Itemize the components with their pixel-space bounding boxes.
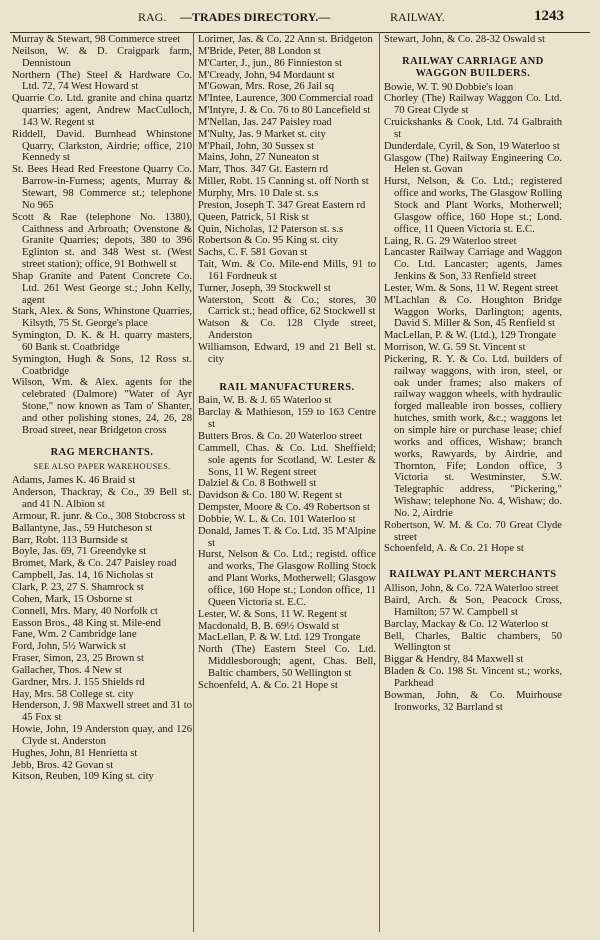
directory-entry: Lancaster Railway Carriage and Waggon Co. Ltd. Lancaster; agents, James Jenkins & Son, 33 Renfield street [384, 247, 562, 283]
directory-entry: Pickering, R. Y. & Co. Ltd. builders of railway waggons, with iron, steel, or oak under frames; also makers of railway waggon wheels, with hydraulic forged malleable iron bosses, colliery hutches, smith work, &c.; waggons let on simple hire or purchase lease; chief works and offices, Wishaw; branch works, Rawyards, by Airdrie, and Thornton, Fife; London office, 3 Victoria st. Westminster, S.W. Telegraphic address, "Pickering," Wishaw; telephone No. 4, Wishaw; do. No. 2, Airdrie [384, 353, 562, 519]
directory-entry: Turner, Joseph, 39 Stockwell st [198, 282, 331, 294]
directory-entry: Biggar & Hendry, 84 Maxwell st [384, 654, 524, 666]
column-divider [193, 32, 194, 932]
directory-entry: Clark, P. 23, 27 S. Shamrock st [12, 581, 144, 593]
directory-entry: Campbell, Jas. 14, 16 Nicholas st [12, 570, 154, 582]
directory-entry: M'Carter, J., jun., 86 Finnieston st [198, 57, 342, 69]
directory-entry: Murray & Stewart, 98 Commerce street [12, 34, 181, 45]
directory-entry: Bromet, Mark, & Co. 247 Paisley road [12, 558, 177, 570]
directory-entry: M'Bride, Peter, 88 London st [198, 45, 321, 57]
directory-entry: Morrison, W. G. 59 St. Vincent st [384, 342, 526, 354]
directory-entry: Baird, Arch. & Son, Peacock Cross, Hamilton; 57 W. Campbell st [384, 594, 562, 618]
column-3 [384, 34, 562, 713]
directory-entry: Ballantyne, Jas., 59 Hutcheson st [12, 522, 153, 534]
directory-entry: Bowman, John, & Co. Muirhouse Ironworks, 32 Barrland st [384, 689, 562, 713]
directory-entry: Barclay & Mathieson, 159 to 163 Centre st [198, 407, 376, 431]
directory-entry: Lorimer, Jas. & Co. 22 Ann st. Bridgeton [198, 34, 373, 45]
directory-entry: Stewart, John, & Co. 28-32 Oswald st [384, 34, 545, 45]
entry-list [384, 583, 562, 713]
directory-entry: Waterston, Scott & Co.; stores, 30 Carrick st.; head office, 62 Stockwell st [198, 294, 376, 318]
directory-entry: Marr, Thos. 347 Gt. Eastern rd [198, 164, 329, 176]
directory-entry: Boyle, Jas. 69, 71 Greendyke st [12, 546, 147, 558]
directory-entry: Connell, Mrs. Mary, 40 Norfolk ct [12, 605, 158, 617]
directory-entry: Butters Bros. & Co. 20 Waterloo street [198, 431, 363, 442]
column-divider [379, 32, 380, 932]
header-title: —TRADES DIRECTORY.— [180, 10, 331, 24]
directory-entry: M'Nellan, Jas. 247 Paisley road [198, 116, 332, 128]
entry-list [198, 34, 376, 366]
directory-entry: Wilson, Wm. & Alex. agents for the celebrated (Dalmore) "Water of Ayr Stone," now known as Tam o' Shanter, and other polishing stones, 24, 26, 28 Broad street, near Bridgeton cross [12, 377, 192, 436]
directory-entry: Watson & Co. 128 Clyde street, Anderston [198, 318, 376, 342]
directory-entry: Scott & Rae (telephone No. 1380), Caithness and Arbroath; Ovenstone & Granite Quarries; depots, 380 to 396 Eglinton st. and 348 West st. (West street station); office, 91 Bothwell st [12, 211, 192, 271]
directory-entry: Henderson, J. 98 Maxwell street and 31 to 45 Fox st [12, 700, 192, 724]
directory-entry: Davidson & Co. 180 W. Regent st [198, 490, 343, 502]
directory-entry: Kitson, Reuben, 109 King st. city [12, 771, 154, 783]
directory-entry: Easson Bros., 48 King st. Mile-end [12, 617, 161, 629]
section-title: RAIL MANUFACTURERS. [219, 381, 355, 393]
directory-entry: Dalziel & Co. 8 Bothwell st [198, 478, 317, 490]
directory-entry: Barr, Robt. 113 Burnside st [12, 534, 128, 546]
directory-entry: Hay, Mrs. 58 College st. city [12, 688, 134, 700]
entry-list [12, 34, 192, 437]
directory-entry: Adams, James K. 46 Braid st [12, 475, 136, 487]
directory-entry: Cammell, Chas. & Co. Ltd. Sheffield; sole agents for Scotland, W. Lester & Sons, 11 W. Regent street [198, 442, 376, 478]
directory-entry: Murphy, Mrs. 10 Dale st. s.s [198, 187, 319, 199]
directory-entry: M'Nulty, Jas. 9 Market st. city [198, 128, 326, 140]
directory-entry: Chorley (The) Railway Waggon Co. Ltd. 70 Great Clyde st [384, 93, 562, 117]
section-title: RAILWAY PLANT MERCHANTS [389, 569, 557, 581]
directory-entry: Mains, John, 27 Nuneaton st [198, 152, 320, 164]
entry-list [384, 82, 562, 556]
directory-entry: Bain, W. B. & J. 65 Waterloo st [198, 395, 332, 407]
directory-entry: Cohen, Mark, 15 Osborne st [12, 593, 133, 605]
directory-entry: St. Bees Head Red Freestone Quarry Co. Barrow-in-Furness; agents, Murray & Stewart, 98 Commerce st.; telephone No 965 [12, 164, 192, 211]
directory-entry: Symington, Hugh & Sons, 12 Ross st. Coatbridge [12, 353, 192, 377]
directory-entry: Laing, R. G. 29 Waterloo street [384, 235, 517, 247]
directory-entry: Ford, John, 5½ Warwick st [12, 641, 127, 653]
directory-entry: Hurst, Nelson & Co. Ltd.; registd. office and works, The Glasgow Rolling Stock and Plant Works, Motherwell; Glasgow office, 160 Hope st.; London office, 11 Queen Victoria st. E.C. [198, 549, 376, 608]
directory-entry: Schoenfeld, A. & Co. 21 Hope st [384, 543, 524, 555]
directory-entry: M'Intee, Laurence, 300 Commercial road [198, 93, 373, 105]
directory-entry: Jebb, Bros. 42 Govan st [12, 759, 114, 771]
directory-entry: Glasgow (The) Railway Engineering Co. Helen st. Govan [384, 152, 562, 176]
column-2 [198, 34, 376, 692]
directory-entry: MacLellan, P. & W. (Ltd.), 129 Trongate [384, 330, 557, 342]
directory-entry: Anderson, Thackray, & Co., 39 Bell st. and 41 N. Albion st [12, 487, 192, 511]
directory-entry: M'Phail, John, 30 Sussex st [198, 140, 315, 152]
directory-entry: Bladen & Co. 198 St. Vincent st.; works, Parkhead [384, 666, 562, 689]
directory-entry: Lester, Wm. & Sons, 11 W. Regent street [384, 282, 559, 294]
directory-entry: Allison, John, & Co. 72A Waterloo street [384, 583, 559, 595]
directory-entry: M'Lachlan & Co. Houghton Bridge Waggon Works, Darlington; agents, David S. Miller & Son, 45 Renfield st [384, 294, 562, 330]
directory-entry: Preston, Joseph T. 347 Great Eastern rd [198, 199, 366, 211]
directory-entry: Quarrie Co. Ltd. granite and china quartz quarries; agent, Andrew MacCulloch, 143 W. Regent st [12, 93, 192, 128]
page-number: 1243 [534, 8, 564, 24]
directory-entry: Gardner, Mrs. J. 155 Shields rd [12, 676, 145, 688]
directory-entry: Cruickshanks & Cook, Ltd. 74 Galbraith st [384, 117, 562, 140]
section-title: RAG MERCHANTS. [50, 446, 154, 458]
directory-entry: Dobbie, W. L. & Co. 101 Waterloo st [198, 513, 356, 525]
directory-entry: Armour, R. junr. & Co., 308 Stobcross st [12, 510, 186, 522]
section-note: SEE ALSO PAPER WAREHOUSES. [33, 460, 171, 471]
directory-entry: Hurst, Nelson, & Co. Ltd.; registered office and works, The Glasgow Rolling Stock and Plant Works, Motherwell; Glasgow office, 160 Hope st.; Lond. office, 11 Queen Victoria st. E.C. [384, 176, 562, 235]
entry-list [384, 34, 562, 46]
directory-entry: Fane, Wm. 2 Cambridge lane [12, 629, 137, 641]
directory-entry: Fraser, Simon, 23, 25 Brown st [12, 653, 144, 665]
directory-entry: M'Cready, John, 94 Mordaunt st [198, 69, 335, 81]
directory-entry: Dunderdale, Cyril, & Son, 19 Waterloo st [384, 140, 560, 152]
header-left-keyword: RAG. [138, 10, 167, 24]
directory-entry: Sachs, C. F. 581 Govan st [198, 247, 308, 259]
directory-entry: Dempster, Moore & Co. 49 Robertson st [198, 502, 371, 514]
directory-entry: Tait, Wm. & Co. Mile-end Mills, 91 to 161 Fordneuk st [198, 259, 376, 282]
directory-entry: M'Intyre, J. & Co. 76 to 80 Lancefield st [198, 105, 371, 117]
directory-entry: Bell, Charles, Baltic chambers, 50 Wellington st [384, 630, 562, 654]
entry-list [12, 475, 192, 783]
directory-entry: MacLellan, P. & W. Ltd. 129 Trongate [198, 632, 361, 644]
directory-entry: Northern (The) Steel & Hardware Co. Ltd. 72, 74 West Howard st [12, 69, 192, 93]
directory-entry: Gallacher, Thos. 4 New st [12, 664, 122, 676]
directory-entry: Quin, Nicholas, 12 Paterson st. s.s [198, 223, 344, 235]
directory-entry: Howie, John, 19 Anderston quay, and 126 Clyde st. Anderston [12, 724, 192, 747]
directory-entry: Symington, D. K. & H. quarry masters, 60 Bank st. Coatbridge [12, 330, 192, 353]
directory-entry: Donald, James T. & Co. Ltd. 35 M'Alpine st [198, 525, 376, 549]
running-header [0, 8, 600, 28]
section-title: RAILWAY CARRIAGE AND WAGGON BUILDERS. [402, 55, 544, 79]
entry-list [198, 395, 376, 691]
directory-entry: North (The) Eastern Steel Co. Ltd. Middlesborough; agent, Chas. Bell, Baltic chambers, 50 Wellington st [198, 644, 376, 679]
directory-entry: Shap Granite and Patent Concrete Co. Ltd. 261 West George st.; John Kelly, agent [12, 270, 192, 306]
directory-entry: Barclay, Mackay & Co. 12 Waterloo st [384, 618, 549, 630]
directory-entry: Bowie, W. T. 90 Dobbie's loan [384, 81, 514, 93]
header-right-keyword: RAILWAY. [390, 10, 445, 24]
directory-entry: M'Gowan, Mrs. Rose, 26 Jail sq [198, 81, 335, 93]
directory-entry: Riddell, David. Burnhead Whinstone Quarry, Clarkston, Airdrie; office, 210 Kennedy st [12, 128, 192, 164]
directory-entry: Queen, Patrick, 51 Risk st [198, 211, 309, 223]
directory-entry: Miller, Robt. 15 Canning st. off North st [198, 176, 369, 188]
directory-entry: Stark, Alex. & Sons, Whinstone Quarries, Kilsyth, 75 St. George's place [12, 306, 192, 330]
directory-entry: Williamson, Edward, 19 and 21 Bell st. city [198, 341, 376, 365]
directory-entry: Neilson, W. & D. Craigpark farm, Dennistoun [12, 45, 192, 69]
directory-entry: Schoenfeld, A. & Co. 21 Hope st [198, 679, 338, 691]
directory-entry: Robertson, W. M. & Co. 70 Great Clyde street [384, 519, 562, 543]
column-1 [12, 34, 192, 783]
directory-entry: Macdonald, B. B. 69½ Oswald st [198, 620, 339, 632]
directory-entry: Hughes, John, 81 Henrietta st [12, 747, 138, 759]
directory-entry: Robertson & Co. 95 King st. city [198, 235, 339, 247]
header-rule [10, 32, 590, 33]
directory-entry: Lester, W. & Sons, 11 W. Regent st [198, 608, 347, 620]
